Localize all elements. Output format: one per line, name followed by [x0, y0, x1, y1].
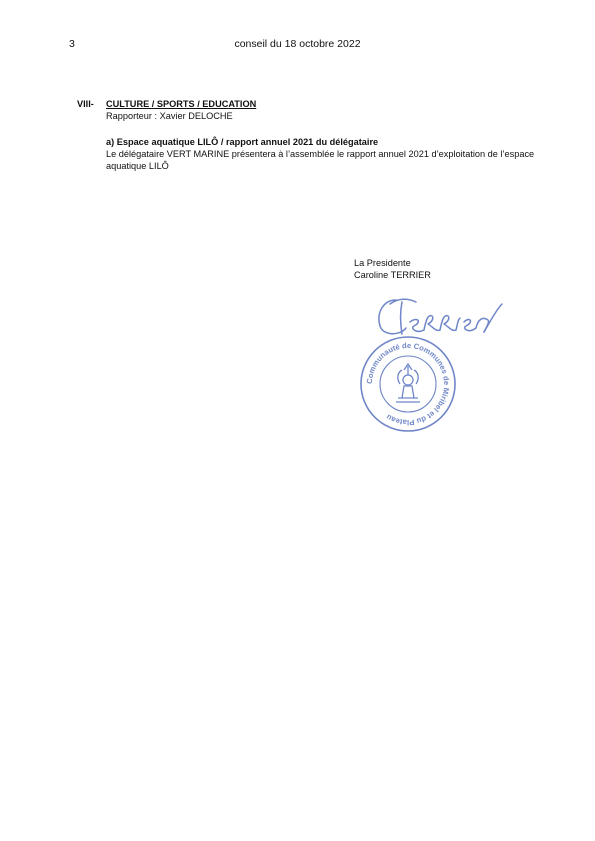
header-title: conseil du 18 octobre 2022 — [234, 38, 361, 50]
official-stamp — [358, 334, 458, 434]
svg-text:Communauté de Communes de Miri — [365, 341, 451, 427]
section-number: VIII- — [77, 99, 94, 109]
signer-role: La Presidente — [354, 258, 411, 268]
section-title: CULTURE / SPORTS / EDUCATION — [106, 99, 257, 109]
page-number: 3 — [69, 38, 75, 50]
item-title: a) Espace aquatique LILÔ / rapport annuel 2021 du délégataire — [106, 137, 379, 147]
stamp-text: Communauté de Communes de Miribel et du Plateau — [364, 340, 452, 428]
rapporteur: Rapporteur : Xavier DELOCHE — [106, 111, 233, 121]
item-body: Le délégataire VERT MARINE présentera à l’assemblée le rapport annuel 2021 d’exploitation de l’espace aquatique LILÔ — [106, 149, 535, 171]
signer-name: Caroline TERRIER — [354, 270, 431, 280]
stamp-emblem-icon — [396, 364, 420, 402]
